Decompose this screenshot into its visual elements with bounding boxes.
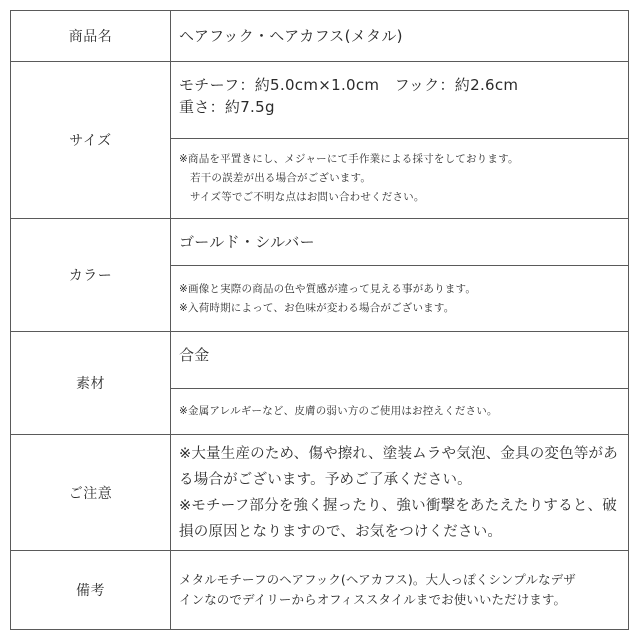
color-label: カラー <box>11 219 171 332</box>
size-dimensions: モチーフ：約5.0cm×1.0cm フック：約2.6cm <box>179 76 519 94</box>
material-note-cell <box>171 389 629 435</box>
material-value: 合金 <box>179 346 210 364</box>
size-note-2: 若干の誤差が出る場合がございます。 <box>190 172 372 184</box>
remarks-value-cell <box>171 551 629 630</box>
product-spec-table <box>10 10 629 630</box>
size-note-3: サイズ等でご不明な点はお問い合わせください。 <box>190 191 425 203</box>
color-value: ゴールド・シルバー <box>179 233 315 251</box>
row-remarks <box>11 551 629 630</box>
remarks-line-1: メタルモチーフのヘアフック(ヘアカフス)。大人っぽくシンプルなデザ <box>179 572 576 587</box>
size-value-cell <box>171 62 629 139</box>
row-size-main <box>11 62 629 139</box>
product-name-value: ヘアフック・ヘアカフス(メタル) <box>179 27 403 45</box>
color-value-cell <box>171 219 629 266</box>
product-name-value-cell <box>171 11 629 62</box>
caution-line-1: ※大量生産のため、傷や擦れ、塗装ムラや気泡、金具の変色等があ <box>179 445 618 462</box>
caution-line-2: る場合がございます。予めご了承ください。 <box>179 471 472 488</box>
material-label: 素材 <box>11 332 171 435</box>
material-note-1: ※金属アレルギーなど、皮膚の弱い方のご使用はお控えください。 <box>179 405 498 417</box>
caution-line-4: 損の原因となりますので、お気をつけください。 <box>179 523 503 540</box>
row-material-main <box>11 332 629 389</box>
caution-label: ご注意 <box>11 435 171 551</box>
product-name-label: 商品名 <box>11 11 171 62</box>
size-note-cell <box>171 139 629 219</box>
caution-line-3: ※モチーフ部分を強く握ったり、強い衝撃をあたえたりすると、破 <box>179 497 617 514</box>
caution-value-cell <box>171 435 629 551</box>
color-note-cell <box>171 266 629 332</box>
remarks-label: 備考 <box>11 551 171 630</box>
remarks-line-2: インなのでデイリーからオフィススタイルまでお使いいただけます。 <box>179 592 567 607</box>
row-product-name <box>11 11 629 62</box>
size-note-1: ※商品を平置きにし、メジャーにて手作業による採寸をしております。 <box>179 153 519 165</box>
size-label: サイズ <box>11 62 171 219</box>
color-note-1: ※画像と実際の商品の色や質感が違って見える事があります。 <box>179 282 477 295</box>
size-weight: 重さ：約7.5g <box>179 98 275 116</box>
color-note-2: ※入荷時期によって、お色味が変わる場合がございます。 <box>179 301 455 314</box>
row-caution <box>11 435 629 551</box>
material-value-cell <box>171 332 629 389</box>
row-color-main <box>11 219 629 266</box>
